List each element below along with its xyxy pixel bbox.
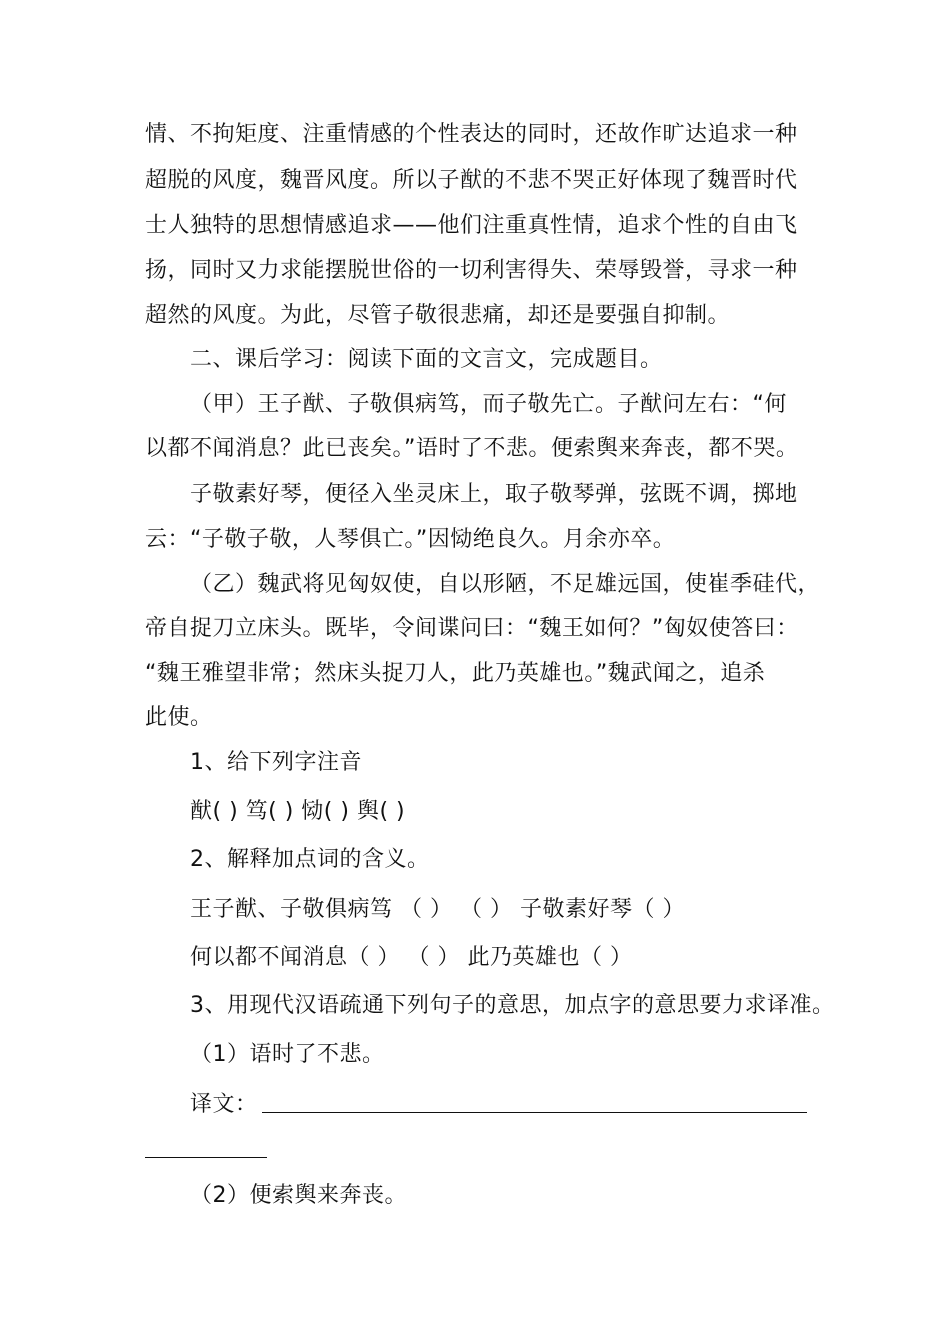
text-yi-line-2: 帝自捉刀立床头。既毕，令间谍问曰：“魏王如何？”匈奴使答曰： [145,616,799,641]
question-3-item-1: （1）语时了不悲。 [190,1042,385,1067]
text-yi-line-1: （乙）魏武将见匈奴使，自以形陋，不足雄远国，使崔季硅代， [190,572,821,597]
translation-label: 译文： [190,1092,258,1117]
text-yi-line-3: “魏王雅望非常；然床头捉刀人，此乃英雄也。”魏武闻之，追杀 [145,661,766,686]
question-3-title: 3、用现代汉语疏通下列句子的意思，加点字的意思要力求译准。 [190,993,835,1018]
translation-answer-line[interactable] [262,1112,807,1113]
passage-line-2: 超脱的风度，魏晋风度。所以子猷的不悲不哭正好体现了魏晋时代 [145,168,798,193]
question-2-title: 2、解释加点词的含义。 [190,847,430,872]
translation-answer-line-continued[interactable] [145,1157,267,1158]
question-1-body: 猷( ) 笃( ) 恸( ) 舆( ) [190,799,406,824]
question-2-line-1: 王子猷、子敬俱病笃 （ ） （ ） 子敬素好琴（ ） [190,897,685,922]
text-jia2-line-2: 云：“子敬子敬，人琴俱亡。”因恸绝良久。月余亦卒。 [145,527,676,552]
passage-line-3: 士人独特的思想情感追求——他们注重真性情，追求个性的自由飞 [145,213,798,238]
text-jia2-line-1: 子敬素好琴，便径入坐灵床上，取子敬琴弹，弦既不调，掷地 [190,482,798,507]
passage-line-1: 情、不拘矩度、注重情感的个性表达的同时，还故作旷达追求一种 [145,122,798,147]
text-jia-line-2: 以都不闻消息？此已丧矣。”语时了不悲。便索舆来奔丧，都不哭。 [145,436,799,461]
question-3-item-2: （2）便索舆来奔丧。 [190,1183,407,1208]
section-heading: 二、课后学习：阅读下面的文言文，完成题目。 [190,347,663,372]
question-1-title: 1、给下列字注音 [190,750,362,775]
text-yi-line-4: 此使。 [145,705,213,730]
passage-line-4: 扬，同时又力求能摆脱世俗的一切利害得失、荣辱毁誉，寻求一种 [145,258,798,283]
question-2-line-2: 何以都不闻消息（ ） （ ） 此乃英雄也（ ） [190,945,633,970]
passage-line-5: 超然的风度。为此，尽管子敬很悲痛，却还是要强自抑制。 [145,303,731,328]
text-jia-line-1: （甲）王子猷、子敬俱病笃，而子敬先亡。子猷问左右：“何 [190,392,787,417]
